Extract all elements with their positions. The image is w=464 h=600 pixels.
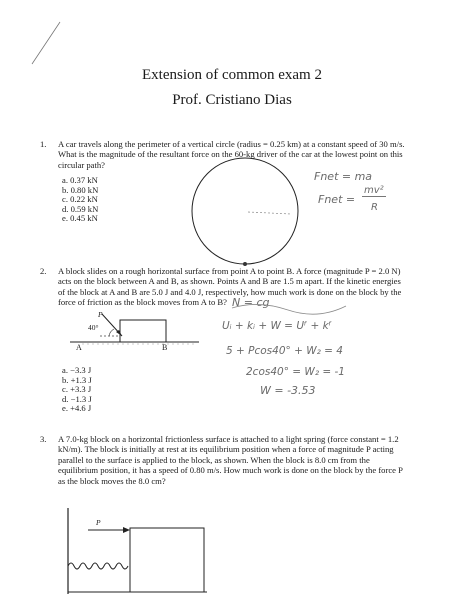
q2-scribble-strike — [228, 298, 358, 318]
q2-point-a: A — [76, 343, 82, 352]
q2-block-diagram — [64, 310, 204, 360]
page-subtitle: Prof. Cristiano Dias — [172, 92, 292, 108]
q2-line: A block slides on a rough horizontal surface from point A to point B. A force (magnitude P = 2.0 N) — [58, 266, 401, 276]
q1-option-a[interactable]: a. 0.37 kN — [62, 175, 98, 185]
q1-option-e[interactable]: e. 0.45 kN — [62, 213, 98, 224]
pencil-mark — [20, 14, 80, 74]
q2-handwriting-1: N = cg — [232, 296, 270, 309]
q2-handwriting-3: 5 + Pcos40° + W₂ = 4 — [226, 345, 343, 357]
q2-option-b[interactable]: b. +1.3 J — [62, 374, 92, 385]
q2-point-b: B — [162, 343, 168, 352]
q2-option-e[interactable]: e. +4.6 J — [62, 403, 92, 414]
q3-line: parallel to the surface is applied to the block, as shown. When the block is 8.0 cm from the — [58, 454, 370, 465]
q1-line: A car travels along the perimeter of a vertical circle (radius = 0.25 km) at a constant speed of 30 m/s. — [58, 139, 405, 149]
page-title: Extension of common exam 2 — [142, 67, 322, 83]
q2-options — [62, 366, 92, 414]
q2-handwriting-2: Uᵢ + kᵢ + W = Uᶠ + kᶠ — [222, 320, 332, 332]
q1-option-d[interactable]: d. 0.59 kN — [62, 203, 99, 214]
q3-force-label: P — [96, 518, 101, 527]
q3-number: 3. — [40, 434, 47, 444]
q3-line: equilibrium position, it has a speed of 0.80 m/s. How much work is done on the block by the force P — [58, 465, 403, 476]
q2-number: 2. — [40, 266, 47, 276]
q2-line: of the block at A and B are 5.0 J and 4.0 J, respectively, how much work is done on the block by the — [58, 286, 402, 297]
q1-handwriting-1: Fnet = ma — [314, 170, 373, 183]
q2-handwriting-5: W = -3.53 — [260, 384, 316, 397]
q2-option-a[interactable]: a. −3.3 J — [62, 365, 92, 375]
q2-handwriting-4: 2cos40° = W₂ = -1 — [246, 366, 345, 378]
q1-number: 1. — [40, 139, 47, 149]
q1-circle-diagram — [186, 156, 306, 276]
q2-line: force of friction as the block moves from A to B? — [58, 297, 227, 308]
q3-line: as the block moves the 8.0 cm? — [58, 475, 166, 486]
q3-text — [58, 434, 458, 486]
q1-line: circular path? — [58, 159, 105, 170]
q3-line: kN/m). The block is initially at rest at its equilibrium position when a force of magnitude P acting — [58, 444, 394, 455]
q1-option-c[interactable]: c. 0.22 kN — [62, 194, 98, 205]
q1-option-b[interactable]: b. 0.80 kN — [62, 184, 99, 195]
q1-options — [62, 176, 98, 224]
q2-option-d[interactable]: d. −1.3 J — [62, 393, 92, 404]
q1-handwriting-2: Fnet = — [318, 193, 356, 206]
q1-handwriting-denominator: R — [371, 202, 378, 213]
q1-line: What is the magnitude of the resultant force on the 60-kg driver of the car at the lowest point on this — [58, 149, 403, 160]
q2-option-c[interactable]: c. +3.3 J — [62, 384, 92, 395]
q3-line: A 7.0-kg block on a horizontal frictionless surface is attached to a light spring (force constant = 1.2 — [58, 434, 399, 444]
q3-spring-block-diagram — [62, 506, 212, 596]
q2-force-label: P — [98, 310, 103, 319]
q1-handwriting-numerator: mv² — [364, 185, 384, 196]
q2-angle-label: 40° — [88, 323, 99, 332]
q2-line: acts on the block between A and B, as shown. Points A and B are 1.5 m apart. If the kinetic energies — [58, 276, 401, 287]
